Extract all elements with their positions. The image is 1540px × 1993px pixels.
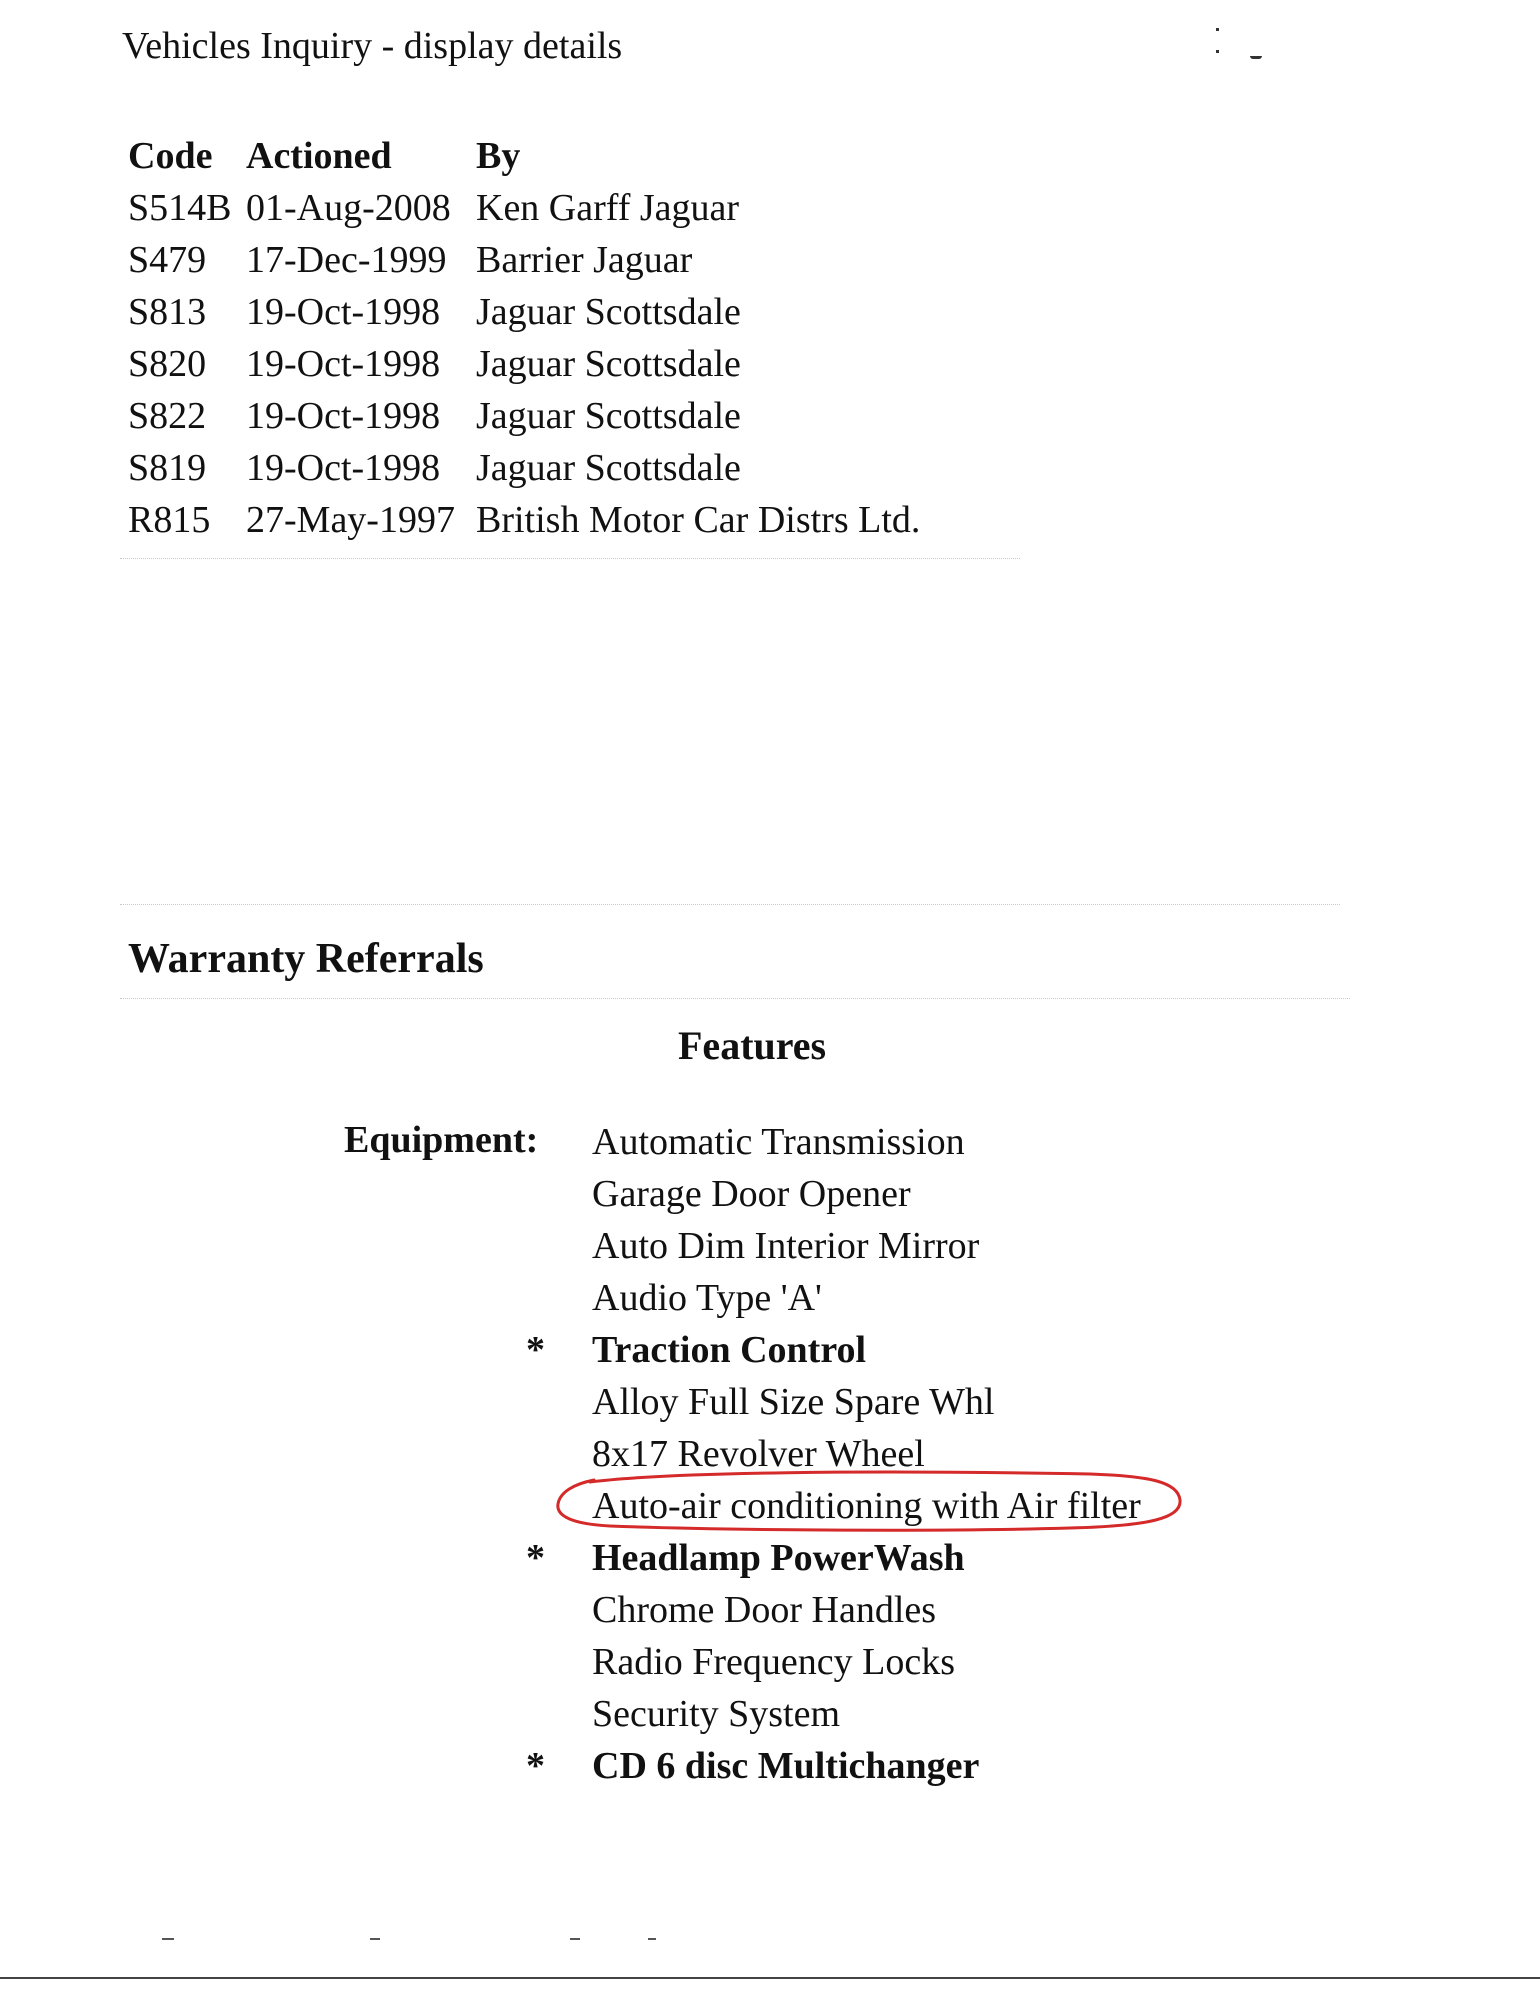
equipment-item-name: Automatic Transmission — [592, 1121, 965, 1163]
equipment-item-name: Auto Dim Interior Mirror — [592, 1225, 980, 1267]
history-cell-actioned: 19-Oct-1998 — [246, 447, 441, 489]
history-rows — [128, 182, 1076, 546]
bottom-rule — [0, 1977, 1540, 1979]
history-cell-code: S479 — [128, 239, 207, 281]
history-cell-actioned: 19-Oct-1998 — [246, 343, 441, 385]
warranty-referrals-heading: Warranty Referrals — [128, 936, 484, 982]
equipment-label: Equipment: — [344, 1119, 539, 1161]
history-cell-actioned: 27-May-1997 — [246, 499, 455, 541]
history-row — [128, 494, 1076, 546]
history-row — [128, 442, 1076, 494]
history-table — [128, 130, 1076, 546]
featured-asterisk: * — [526, 1537, 545, 1579]
history-cell-code: S820 — [128, 343, 207, 385]
equipment-item-name: 8x17 Revolver Wheel — [592, 1433, 925, 1475]
history-cell-by: British Motor Car Distrs Ltd. — [476, 499, 921, 541]
scan-speck — [1250, 56, 1262, 59]
header-actioned: Actioned — [246, 135, 392, 177]
history-row — [128, 182, 1076, 234]
scan-line — [120, 558, 1020, 560]
equipment-item-name: Auto-air conditioning with Air filter — [592, 1485, 1141, 1527]
history-cell-code: R815 — [128, 499, 211, 541]
history-cell-actioned: 19-Oct-1998 — [246, 291, 441, 333]
history-row — [128, 234, 1076, 286]
equipment-item-name: Chrome Door Handles — [592, 1589, 937, 1631]
equipment-item-name: Traction Control — [592, 1329, 867, 1371]
history-cell-by: Jaguar Scottsdale — [476, 291, 741, 333]
header-code: Code — [128, 135, 213, 177]
history-cell-code: S819 — [128, 447, 207, 489]
header-by: By — [476, 135, 521, 177]
history-row — [128, 390, 1076, 442]
history-cell-by: Barrier Jaguar — [476, 239, 693, 281]
history-cell-actioned: 19-Oct-1998 — [246, 395, 441, 437]
history-cell-by: Jaguar Scottsdale — [476, 343, 741, 385]
scan-dash — [648, 1938, 656, 1940]
history-row — [128, 286, 1076, 338]
history-row — [128, 338, 1076, 390]
equipment-item-name: Headlamp PowerWash — [592, 1537, 965, 1579]
scan-speck — [1216, 50, 1219, 53]
scan-dash — [570, 1938, 580, 1940]
features-title: Features — [678, 1023, 827, 1068]
history-cell-code: S813 — [128, 291, 207, 333]
equipment-item-name: Garage Door Opener — [592, 1173, 911, 1215]
featured-asterisk: * — [526, 1745, 545, 1787]
scan-line — [120, 904, 1340, 906]
scan-line — [120, 998, 1350, 1000]
equipment-item-name: Audio Type 'A' — [592, 1277, 822, 1319]
featured-asterisk: * — [526, 1329, 545, 1371]
equipment-item-name: Radio Frequency Locks — [592, 1641, 956, 1683]
equipment-item-name: Security System — [592, 1693, 841, 1735]
history-cell-by: Jaguar Scottsdale — [476, 447, 741, 489]
scan-dash — [162, 1938, 174, 1940]
equipment-item-name: Alloy Full Size Spare Whl — [592, 1381, 995, 1423]
equipment-item-name: CD 6 disc Multichanger — [592, 1745, 980, 1787]
history-header-row — [128, 130, 1076, 182]
history-cell-by: Jaguar Scottsdale — [476, 395, 741, 437]
history-cell-code: S514B — [128, 187, 232, 229]
scan-dash — [370, 1938, 380, 1940]
scan-speck — [1216, 28, 1219, 31]
history-cell-code: S822 — [128, 395, 207, 437]
history-cell-actioned: 17-Dec-1999 — [246, 239, 447, 281]
page-title: Vehicles Inquiry - display details — [122, 25, 623, 67]
history-cell-by: Ken Garff Jaguar — [476, 187, 740, 229]
history-cell-actioned: 01-Aug-2008 — [246, 187, 451, 229]
